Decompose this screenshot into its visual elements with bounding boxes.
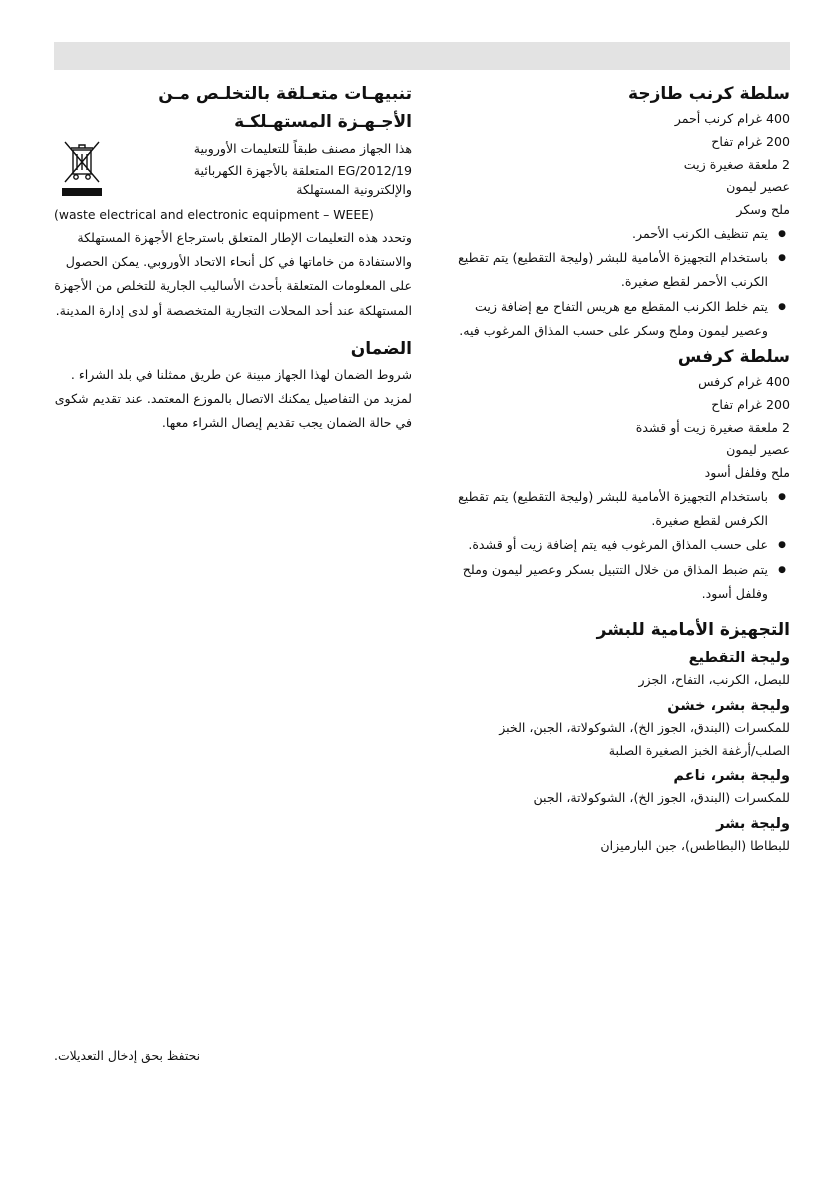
step: ● على حسب المذاق المرغوب فيه يتم إضافة زيت أو قشدة. xyxy=(440,533,790,557)
ingredient: 2 ملعقة صغيرة زيت أو قشدة xyxy=(635,419,790,435)
salad2-steps xyxy=(440,485,790,606)
attachment-name: وليجة بشر، خشن xyxy=(667,697,790,714)
ingredient: ملح وسكر xyxy=(736,202,790,218)
attachment-use: للبطاطا (البطاطس)، جبن البارميزان xyxy=(600,838,790,854)
recipes-column xyxy=(440,80,790,858)
salad2-title: سلطة كرفس xyxy=(677,347,790,367)
salad2-ingredients xyxy=(440,371,790,485)
weee-text-line: هذا الجهاز مصنف طبقاً للتعليمات الأوروبية xyxy=(193,141,412,156)
step: ● يتم خلط الكرنب المقطع مع هريس التفاح مع إضافة زيت وعصير ليمون وملح وسكر على حسب المذاق المرغوب فيه. xyxy=(440,295,790,343)
disposal-title: الأجـهـزة المستهـلكـة xyxy=(234,112,412,132)
attachment-name: وليجة التقطيع xyxy=(688,650,790,666)
ingredient: 400 غرام كرفس xyxy=(698,374,790,389)
salad1-steps xyxy=(440,222,790,343)
footer-note: نحتفظ بحق إدخال التعديلات. xyxy=(54,1048,201,1063)
step: ● باستخدام التجهيزة الأمامية للبشر (وليجة التقطيع) يتم تقطيع الكرنب الأحمر لقطع صغيرة. xyxy=(440,246,790,294)
attachment-use: الصلب/أرغفة الخبز الصغيرة الصلبة xyxy=(608,742,790,758)
attachments-title: التجهيزة الأمامية للبشر xyxy=(596,620,790,640)
disposal-body: وتحدد هذه التعليمات الإطار المتعلق باسترجاع الأجهزة المستهلكة والاستفادة من خاماتها في كل أنحاء الاتحاد الأوروبي. يمكن الحصول على المعلومات المتعلقة بأحدث الأساليب الجارية للتخلص من الأجهزة المستهلكة عند أحد المحلات التجارية المتخصصة أو لدى إدارة المدينة. xyxy=(54,230,412,318)
weee-notice xyxy=(54,138,412,202)
weee-text-line: والإلكترونية المستهلكة xyxy=(296,182,412,197)
step: ● يتم ضبط المذاق من خلال التتبيل بسكر وعصير ليمون وملح وفلفل أسود. xyxy=(440,558,790,606)
ingredient: 200 غرام تفاح xyxy=(711,133,790,149)
attachment-use: للمكسرات (البندق، الجوز الخ)، الشوكولاتة، الجبن xyxy=(533,790,790,806)
step: ● باستخدام التجهيزة الأمامية للبشر (وليجة التقطيع) يتم تقطيع الكرفس لقطع صغيرة. xyxy=(440,485,790,533)
weee-text-line: 2012/19/EG المتعلقة بالأجهزة الكهربائية xyxy=(193,163,412,178)
warranty-body: شروط الضمان لهذا الجهاز مبينة عن طريق ممثلنا في بلد الشراء . لمزيد من التفاصيل يمكنك الاتصال بالموزع المعتمد. عند تقديم شكوى في حالة الضمان يجب تقديم إيصال الشراء معها. xyxy=(54,366,412,431)
ingredient: عصير ليمون xyxy=(726,179,790,195)
ingredient: 200 غرام تفاح xyxy=(711,396,790,412)
crossed-out-wheelie-bin-icon xyxy=(62,140,102,184)
ingredient: ملح وفلفل أسود xyxy=(704,465,790,481)
header-bar xyxy=(54,42,790,70)
attachment-use: للبصل، الكرنب، التفاح، الجزر xyxy=(638,672,790,687)
ingredient: عصير ليمون xyxy=(726,442,790,458)
salad1-ingredients xyxy=(440,108,790,222)
attachment-name: وليجة بشر xyxy=(716,816,790,833)
step: ● يتم تنظيف الكرنب الأحمر. xyxy=(440,222,790,246)
weee-english: (waste electrical and electronic equipment – WEEE) xyxy=(54,207,374,222)
ingredient: 2 ملعقة صغيرة زيت xyxy=(683,156,790,172)
attachment-name: وليجة بشر، ناعم xyxy=(673,768,790,785)
attachment-use: للمكسرات (البندق، الجوز الخ)، الشوكولاتة، الجبن، الخبز xyxy=(499,719,790,735)
ingredient: 400 غرام كرنب أحمر xyxy=(674,111,790,126)
disposal-title: تنبيهـات متعـلقة بالتخلـص مـن xyxy=(158,84,412,104)
weee-bar xyxy=(62,188,102,196)
info-column xyxy=(54,80,412,435)
salad1-title: سلطة كرنب طازجة xyxy=(628,84,790,104)
warranty-title: الضمان xyxy=(350,338,412,359)
